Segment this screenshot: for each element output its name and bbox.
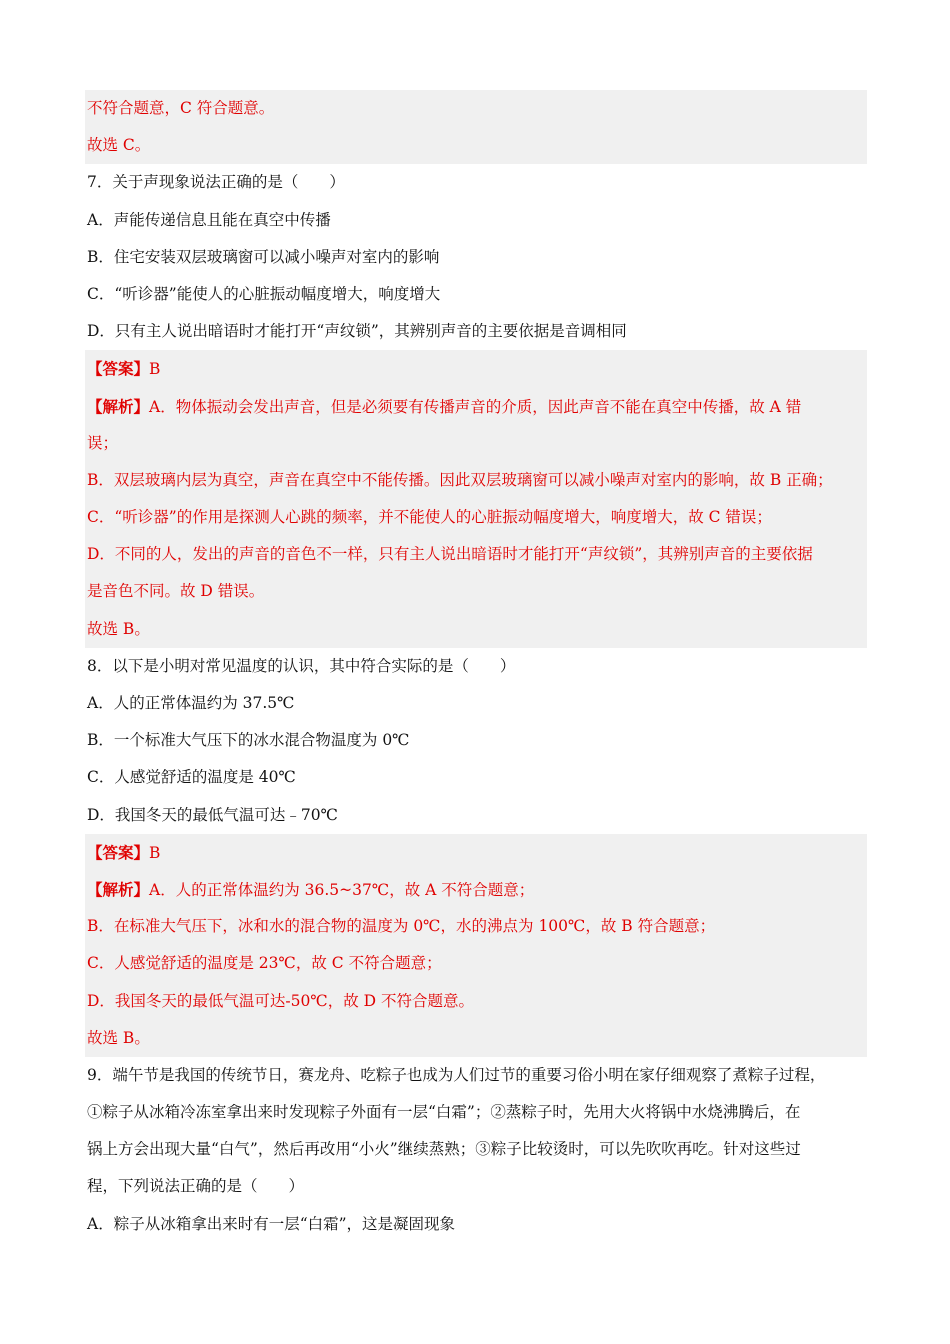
option-a: A．声能传递信息且能在真空中传播 [87,210,331,229]
question-8-solution-box [85,834,867,1057]
answer-line: 不符合题意，C 符合题意。 [87,99,275,117]
analysis-tag: 【解析】 [87,396,150,416]
analysis-line: B．双层玻璃内层为真空，声音在真空中不能传播。因此双层玻璃窗可以减小噪声对室内的影响，故 B 正确； [87,470,833,489]
analysis-text: A．人的正常体温约为 36.5~37℃，故 A 不符合题意； [149,880,535,899]
option-b: B．住宅安装双层玻璃窗可以减小噪声对室内的影响 [87,247,440,266]
analysis-text: A．物体振动会发出声音，但是必须要有传播声音的介质，因此声音不能在真空中传播，故 A 错 [149,397,802,416]
option-c: C．“听诊器”能使人的心脏振动幅度增大，响度增大 [87,284,441,303]
analysis-line: D．不同的人，发出的声音的音色不一样，只有主人说出暗语时才能打开“声纹锁”，其辨别声音的主要依据 [87,545,813,564]
analysis-tag: 【解析】 [87,879,150,899]
question-stem-line: 锅上方会出现大量“白气”，然后再改用“小火”继续蒸熟；③粽子比较烫时，可以先吹吹再吃。针对这些过 [87,1140,801,1159]
question-7-solution-box [85,350,867,648]
answer-line: 故选 C。 [87,136,151,155]
analysis-line: C．“听诊器”的作用是探测人心跳的频率，并不能使人的心脏振动幅度增大，响度增大，故 C 错误； [87,508,772,527]
option-d: D．我国冬天的最低气温可达﹣70℃ [87,805,338,824]
analysis-line [85,871,867,908]
question-stem-line: ①粽子从冰箱冷冻室拿出来时发现粽子外面有一层“白霜”；②蒸粽子时，先用大火将锅中水烧沸腾后，在 [87,1103,801,1122]
question-8 [85,648,867,834]
question-stem: 8．以下是小明对常见温度的认识，其中符合实际的是（ ） [87,656,516,675]
option-c: C．人感觉舒适的温度是 40℃ [87,768,296,787]
option-b: B．一个标准大气压下的冰水混合物温度为 0℃ [87,731,410,750]
option-a: A．粽子从冰箱拿出来时有一层“白霜”，这是凝固现象 [87,1214,456,1233]
analysis-line: 故选 B。 [87,1028,150,1047]
option-d: D．只有主人说出暗语时才能打开“声纹锁”，其辨别声音的主要依据是音调相同 [87,322,627,341]
question-7 [85,164,867,350]
question-stem: 7．关于声现象说法正确的是（ ） [87,173,345,192]
answer-line [85,350,867,387]
question-stem-line: 9．端午节是我国的传统节日，赛龙舟、吃粽子也成为人们过节的重要习俗小明在家仔细观察了煮粽子过程， [87,1065,826,1084]
answer-tag: 【答案】 [87,842,150,862]
previous-answer-box [85,90,867,164]
question-9 [85,1057,867,1243]
analysis-line: B．在标准大气压下，冰和水的混合物的温度为 0℃，水的沸点为 100℃，故 B 符合题意； [87,917,716,936]
analysis-line: D．我国冬天的最低气温可达-50℃，故 D 不符合题意。 [87,991,475,1010]
option-a: A．人的正常体温约为 37.5℃ [87,694,295,712]
answer-tag: 【答案】 [87,359,150,379]
answer-value: B [149,843,161,862]
answer-line [85,834,867,871]
analysis-line: 误； [87,433,119,452]
analysis-line: 故选 B。 [87,619,150,638]
question-stem-line: 程，下列说法正确的是（ ） [87,1177,305,1196]
answer-value: B [149,360,161,379]
analysis-line: 是音色不同。故 D 错误。 [87,582,265,601]
analysis-line [85,388,867,425]
analysis-line: C．人感觉舒适的温度是 23℃，故 C 不符合题意； [87,954,442,973]
document-page [85,90,867,1243]
